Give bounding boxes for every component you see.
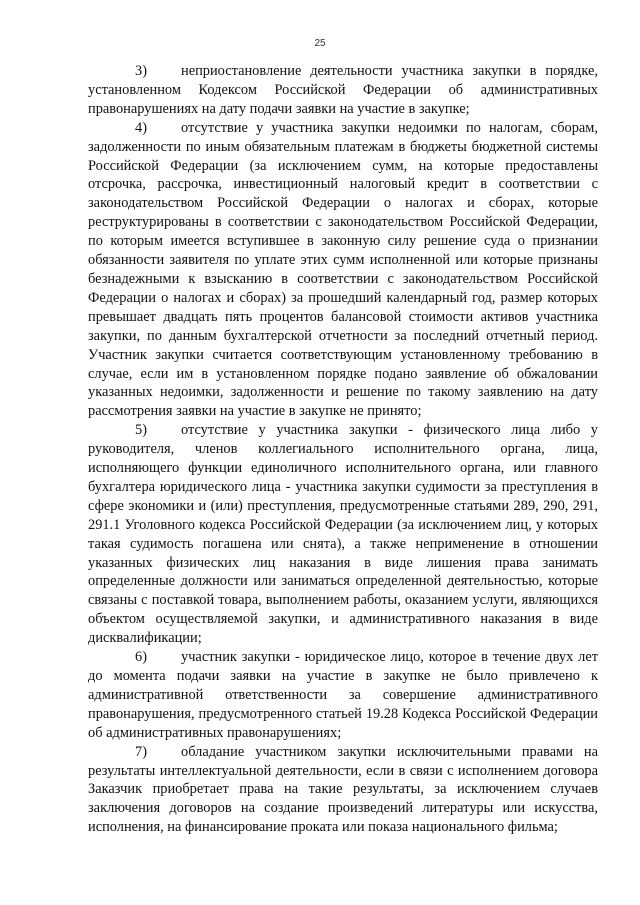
list-item (88, 62, 598, 119)
item-number: 5) (135, 422, 147, 439)
list-item (88, 648, 598, 743)
item-number: 3) (135, 63, 147, 79)
page-number: 25 (314, 38, 326, 49)
item-text: отсутствие у участника закупки недоимки по налогам, сборам, задолженности по иным обязательным платежам в бюджеты бюджетной системы Российской Федерации (за исключением сумм, на которые предоставлены отсрочка, рассрочка, инвестиционный налоговый кредит в соответствии с законодательством Российской Федерации о налогах и сборах, которые реструктурированы в соответствии с законодательством Российской Федерации, по которым имеется вступившее в законную силу решение суда о признании обязанности заявителя по уплате этих сумм исполненной или которые признаны безнадежными к взысканию в соответствии с законодательством Российской Федерации о налогах и сборах) за прошедший календарный год, размер которых превышает двадцать пять процентов балансовой стоимости активов участника закупки, по данным бухгалтерской отчетности за последний отчетный период. Участник закупки считается соответствующим установленному требованию в случае, если им в установленном порядке подано заявление об обжаловании указанных недоимки, задолженности и решение по такому заявлению на дату рассмотрения заявки на участие в закупке не принято; (88, 119, 598, 420)
item-text: отсутствие у участника закупки - физического лица либо у руководителя, членов коллегиального исполнительного органа, лица, исполняющего функции единоличного исполнительного органа, или главного бухгалтера юридического лица - участника закупки судимости за преступления в сфере экономики и (или) преступления, предусмотренные статьями 289, 290, 291, 291.1 Уголовного кодекса Российской Федерации (за исключением лиц, у которых такая судимость погашена или снята), а также неприменение в отношении указанных физических лиц наказания в виде лишения права занимать определенные должности или заниматься определенной деятельностью, которые связаны с поставкой товара, выполнением работы, оказанием услуги, являющихся объектом осуществляемой закупки, и административного наказания в виде дисквалификации; (88, 422, 598, 647)
item-text: обладание участником закупки исключительными правами на результаты интеллектуальной деятельности, если в связи с исполнением договора Заказчик приобретает права на такие результаты, за исключением случаев заключения договоров на создание произведений литературы или искусства, исполнения, на финансирование проката или показа национального фильма; (88, 743, 598, 836)
item-text: неприостановление деятельности участника закупки в порядке, установленном Кодексом Российской Федерации об административных правонарушениях на дату подачи заявки на участие в закупке; (88, 63, 598, 117)
list-item (88, 421, 598, 648)
list-item (88, 743, 598, 838)
list-item (88, 119, 598, 422)
item-number: 6) (135, 649, 147, 666)
document-body (88, 62, 598, 837)
item-number: 4) (135, 119, 147, 136)
item-number: 7) (135, 743, 147, 760)
item-text: участник закупки - юридическое лицо, которое в течение двух лет до момента подачи заявки на участие в закупке не было привлечено к административной ответственности за совершение административного правонарушения, предусмотренного статьей 19.28 Кодекса Российской Федерации об административных правонарушениях; (88, 649, 598, 741)
